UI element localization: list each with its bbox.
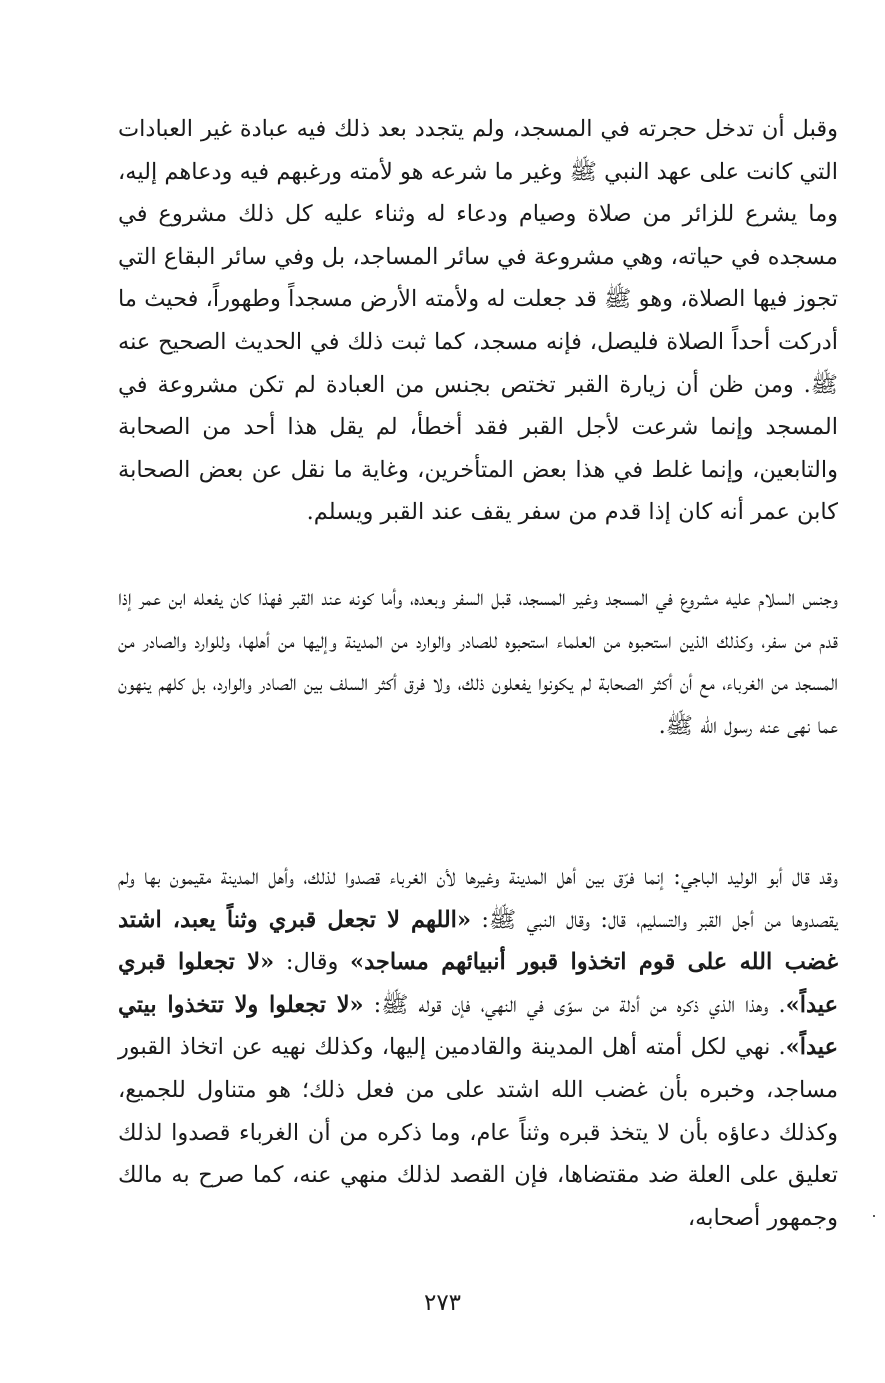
paragraph-3-part-b: وقال: — [274, 949, 351, 976]
hadith-quote-2: «لا تجعلوا قبري عيداً» — [118, 949, 838, 1018]
paragraph-2-text: وجنس السلام عليه مشروع في المسجد وغير المسجد، قبل السفر وبعده، وأما كونه عند القبر فهذا كان يفعله ابن عمر إذا قدم من سفر، وكذلك الذين استحبوه من العلماء استحبوه للصادر والوارد من المدينة وإليها من أهلها، وللوارد والصادر من المسجد من الغرباء، مع أن أكثر الصحابة لم يكونوا يفعلون ذلك، ولا فرق أكثر السلف بين الصادر والوارد، بل كلهم ينهون عما نهى عنه رسول الله ﷺ. — [118, 585, 838, 739]
paragraph-3-text — [118, 856, 838, 1239]
paragraph-3-part-a: وقد قال أبو الوليد الباجي: إنما فرّق بين أهل المدينة وغيرها لأن الغرباء قصدوا لذلك، وأهل المدينة مقيمون بها ولم يقصدوها من أجل القبر والتسليم، قال: وقال النبي ﷺ: — [118, 864, 838, 933]
paragraph-3 — [118, 856, 838, 1239]
hadith-quote-1: «اللهم لا تجعل قبري وثناً يعبد، اشتد غضب الله على قوم اتخذوا قبور أنبيائهم مساجد» — [118, 906, 839, 976]
paragraph-3-part-c: . وهذا الذي ذكره من أدلة من سوّى في النهي، فإن قوله ﷺ: — [363, 991, 786, 1018]
paragraph-1 — [118, 108, 838, 534]
paragraph-3-part-d: . نهي لكل أمته أهل المدينة والقادمين إليها، وكذلك نهيه عن اتخاذ القبور مساجد، وخبره بأن غضب الله اشتد على من فعل ذلك؛ هو متناول للجميع، وكذلك دعاؤه بأن لا يتخذ قبره وثناً عام، وما ذكره من أن الغرباء قصدوا لذلك تعليق على العلة ضد مقتضاها، فإن القصد لذلك منهي عنه، كما صرح به مالك وجمهور أصحابه، — [118, 1034, 838, 1231]
hadith-quote-3: «لا تجعلوا ولا تتخذوا بيتي عيداً» — [118, 991, 838, 1061]
scan-speck — [873, 1215, 875, 1217]
page-number: ٢٧٣ — [423, 1290, 462, 1316]
paragraph-2 — [118, 577, 838, 747]
paragraph-1-text: وقبل أن تدخل حجرته في المسجد، ولم يتجدد بعد ذلك فيه عبادة غير العبادات التي كانت على عهد النبي ﷺ وغير ما شرعه هو لأمته ورغبهم فيه ودعاهم إليه، وما يشرع للزائر من صلاة وصيام ودعاء له وثناء عليه كل ذلك مشروع في مسجده في حياته، وهي مشروعة في سائر المساجد، بل وفي سائر البقاع التي تجوز فيها الصلاة، وهو ﷺ قد جعلت له ولأمته الأرض مسجداً وطهوراً، فحيث ما أدركت أحداً الصلاة فليصل، فإنه مسجد، كما ثبت ذلك في الحديث الصحيح عنه ﷺ. ومن ظن أن زيارة القبر تختص بجنس من العبادة لم تكن مشروعة في المسجد وإنما شرعت لأجل القبر فقد أخطأ، لم يقل هذا أحد من الصحابة والتابعين، وإنما غلط في هذا بعض المتأخرين، وغاية ما نقل عن بعض الصحابة كابن عمر أنه كان إذا قدم من سفر يقف عند القبر ويسلم. — [118, 116, 838, 526]
